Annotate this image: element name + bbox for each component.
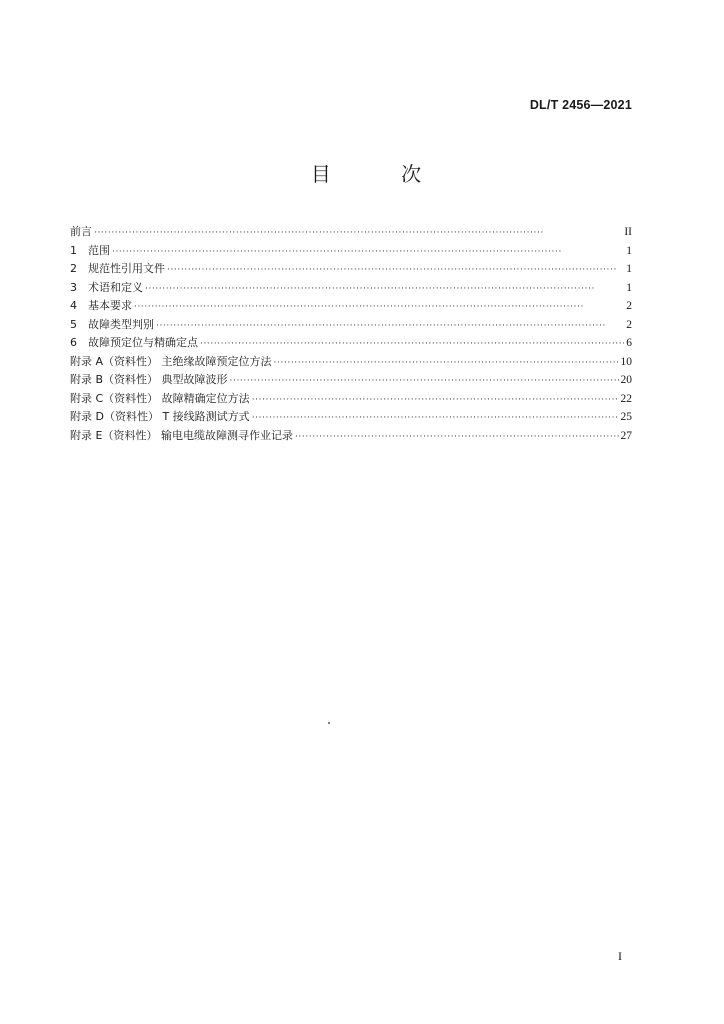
toc-entry-page: 6: [626, 337, 632, 349]
toc-leader: [274, 354, 619, 373]
toc-leader: [200, 335, 624, 354]
toc-leader: [295, 428, 619, 447]
toc-entry-appendix-d[interactable]: [70, 408, 632, 427]
toc-entry-page: 10: [620, 355, 632, 368]
toc-entry-appendix-c[interactable]: [70, 390, 632, 409]
table-of-contents: [70, 223, 632, 445]
toc-leader: [252, 391, 619, 410]
toc-entry-label: 故障预定位与精确定点: [88, 336, 198, 349]
toc-entry-label: 附录 C（资料性） 故障精确定位方法: [70, 391, 250, 405]
toc-entry-terms-definitions[interactable]: [70, 279, 632, 298]
standard-code: DL/T 2456—2021: [529, 98, 632, 112]
toc-entry-fault-type[interactable]: [70, 316, 632, 335]
toc-leader: [145, 280, 624, 299]
toc-leader: [134, 298, 624, 317]
toc-entry-label: 附录 D（资料性） T 接线路测试方式: [70, 410, 250, 423]
toc-entry-fault-location[interactable]: [70, 334, 632, 353]
toc-entry-page: 2: [626, 300, 632, 312]
toc-entry-label: 前言: [70, 225, 92, 238]
toc-entry-label: 故障类型判别: [88, 317, 154, 331]
toc-entry-number: 1: [70, 243, 77, 257]
toc-entry-appendix-a[interactable]: [70, 353, 632, 372]
toc-entry-number: 3: [70, 280, 77, 294]
toc-entry-page: 27: [620, 429, 632, 442]
toc-entry-page: II: [624, 226, 632, 238]
scan-speck: [328, 722, 330, 724]
toc-leader: [112, 243, 624, 262]
toc-entry-number: 5: [70, 317, 77, 331]
toc-entry-page: 1: [626, 244, 632, 257]
toc-entry-label: 附录 E（资料性） 输电电缆故障测寻作业记录: [70, 428, 293, 442]
toc-entry-normative-references[interactable]: [70, 260, 632, 279]
toc-entry-number: 2: [70, 262, 77, 275]
toc-entry-number: 4: [70, 299, 77, 312]
toc-entry-page: 25: [620, 411, 632, 423]
toc-entry-scope[interactable]: [70, 242, 632, 261]
toc-entry-label: 范围: [88, 243, 110, 257]
toc-entry-page: 1: [626, 263, 632, 275]
toc-title: 目 次: [310, 162, 454, 186]
toc-entry-foreword[interactable]: [70, 223, 632, 242]
toc-entry-page: 20: [620, 374, 632, 386]
toc-entry-label: 规范性引用文件: [88, 262, 165, 275]
toc-entry-label: 附录 B（资料性） 典型故障波形: [70, 373, 228, 386]
toc-leader: [94, 224, 622, 243]
toc-leader: [252, 409, 619, 428]
toc-entry-page: 22: [620, 392, 632, 405]
page-number: I: [618, 949, 622, 963]
toc-entry-appendix-e[interactable]: [70, 427, 632, 446]
toc-entry-label: 术语和定义: [88, 280, 143, 294]
toc-entry-number: 6: [70, 336, 77, 349]
toc-leader: [230, 372, 619, 391]
toc-entry-appendix-b[interactable]: [70, 371, 632, 390]
toc-leader: [167, 261, 624, 280]
toc-entry-page: 2: [626, 318, 632, 331]
toc-entry-label: 附录 A（资料性） 主绝缘故障预定位方法: [70, 354, 272, 368]
toc-leader: [156, 317, 624, 336]
toc-entry-page: 1: [626, 281, 632, 294]
toc-entry-basic-requirements[interactable]: [70, 297, 632, 316]
toc-entry-label: 基本要求: [88, 299, 132, 312]
